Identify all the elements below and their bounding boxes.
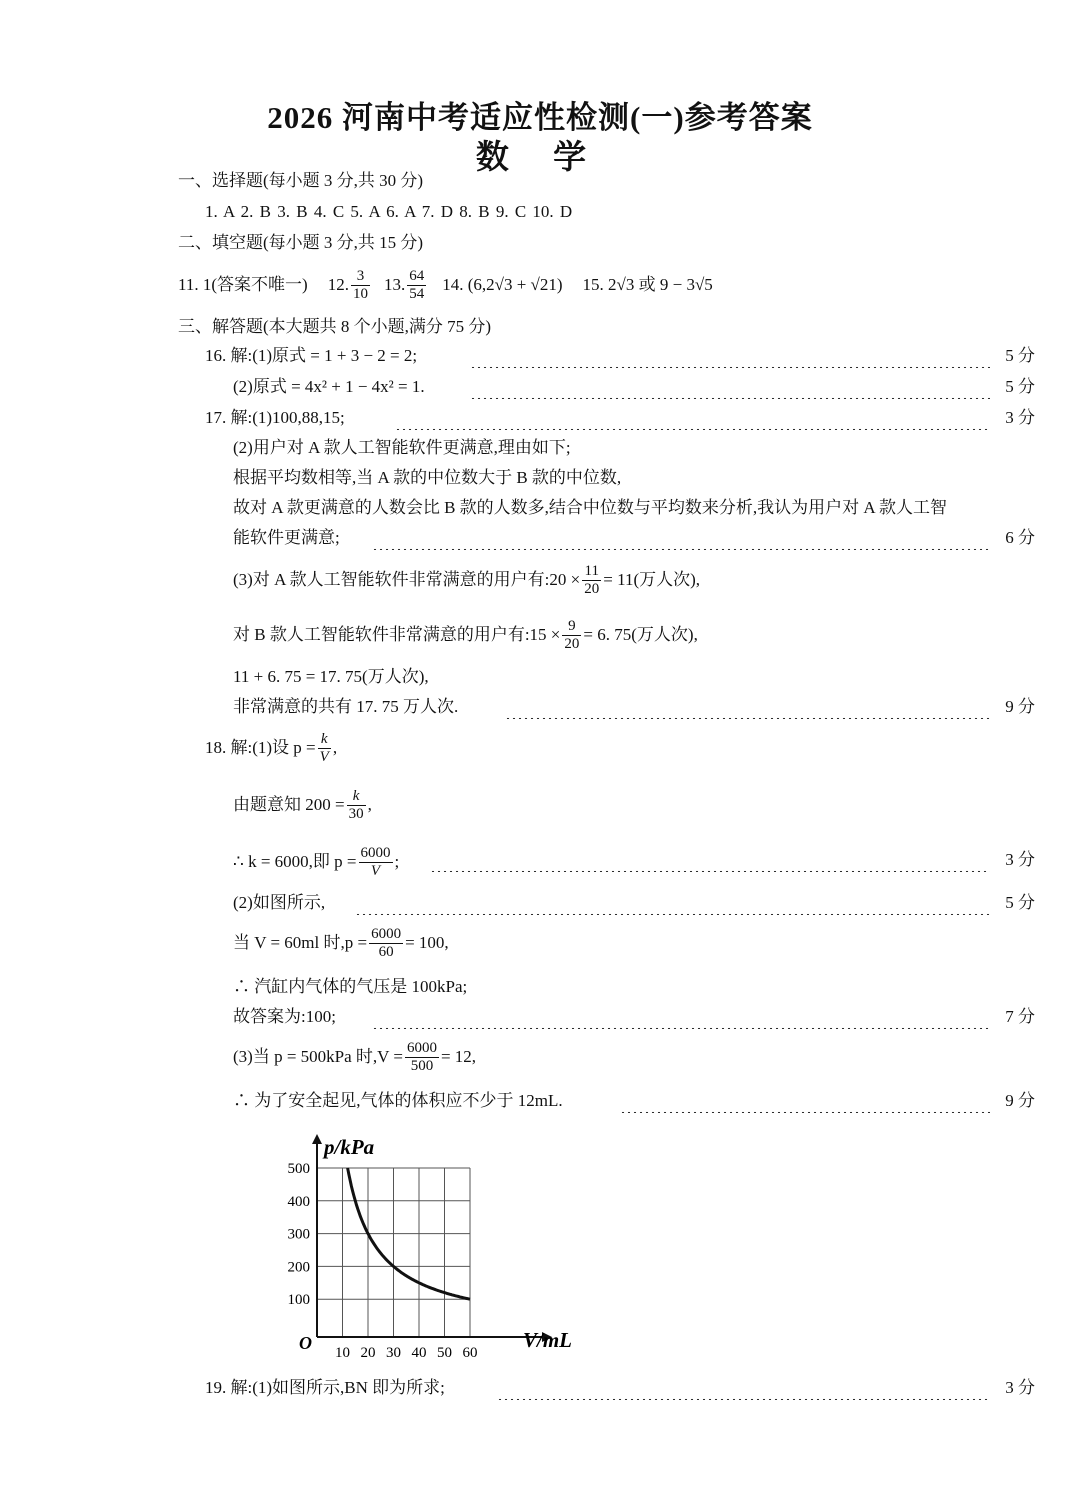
x-tick-label: 50 — [437, 1345, 452, 1358]
q18-part1-line3-pre: ∴ k = 6000,即 p = — [233, 852, 357, 871]
answer-12-label: 12. — [327, 275, 349, 294]
q17-part2-line2: 根据平均数相等,当 A 款的中位数大于 B 款的中位数, — [233, 468, 622, 487]
fraction-den: 20 — [564, 635, 580, 652]
leader-dots — [372, 1005, 990, 1029]
q17-part3-fraction-b — [562, 618, 581, 653]
y-tick-label: 100 — [287, 1292, 310, 1309]
var-k: k — [352, 787, 360, 804]
answer-12-num: 3 — [351, 268, 370, 286]
var-k: k — [320, 730, 328, 747]
chart-axes — [312, 1134, 552, 1342]
chart-grid — [317, 1168, 470, 1337]
q17-part3-row4 — [0, 695, 1080, 719]
section1-answers: 1. A 2. B 3. B 4. C 5. A 6. A 7. D 8. B 9. C 10. D — [205, 202, 573, 221]
fraction-den — [359, 863, 393, 880]
q18-part2-line1: (2)如图所示, — [233, 893, 326, 912]
pressure-volume-graph — [280, 1128, 600, 1358]
score: 5 分 — [1005, 346, 1035, 365]
q17-part2-line3: 故对 A 款更满意的人数会比 B 款的人数多,结合中位数与平均数来分析,我认为用户对 A 款人工智 — [233, 498, 948, 517]
q18-part2-row4 — [0, 1005, 1080, 1029]
q18-part1-line2-post: , — [367, 795, 372, 814]
section2-answers — [178, 263, 713, 307]
q17-part2-line1: (2)用户对 A 款人工智能软件更满意,理由如下; — [233, 438, 571, 457]
answer-13-num: 64 — [409, 267, 425, 284]
leader-dots — [470, 344, 990, 368]
leader-dots — [372, 526, 990, 550]
q17-part3-fraction-a — [582, 563, 601, 598]
x-tick-label: 10 — [335, 1345, 350, 1358]
y-tick-label: 400 — [287, 1193, 310, 1210]
q18-part1-line2 — [233, 785, 372, 825]
x-tick-label: 20 — [360, 1345, 376, 1358]
answer-14: 14. (6,2√3 + √21) — [442, 275, 563, 294]
q17-part3-line1-post: = 11(万人次), — [603, 570, 701, 589]
y-axis-arrow — [312, 1134, 322, 1144]
fraction-num — [318, 731, 331, 749]
q18-fraction-k-over-30 — [347, 788, 366, 823]
q18-part2-line4: 故答案为:100; — [233, 1007, 336, 1026]
q16-part2: (2)原式 = 4x² + 1 − 4x² = 1. — [233, 377, 425, 396]
q19-part1: 19. 解:(1)如图所示,BN 即为所求; — [205, 1378, 445, 1397]
y-tick-label: 300 — [287, 1226, 310, 1243]
q18-part3-line2: ∴ 为了安全起见,气体的体积应不少于 12mL. — [233, 1091, 563, 1110]
section1-heading: 一、选择题(每小题 3 分,共 30 分) — [178, 171, 424, 190]
q17-part1-row — [0, 406, 1080, 430]
q17-part3-line1 — [233, 560, 700, 600]
q18-part3-line1-post: = 12, — [440, 1047, 477, 1066]
q18-part2-row1 — [0, 891, 1080, 915]
leader-dots — [430, 848, 990, 872]
q18-fraction-6000-over-v — [359, 845, 393, 880]
q19-part1-row — [0, 1376, 1080, 1400]
q18-part3-row2 — [0, 1089, 1080, 1113]
page-title: 2026 河南中考适应性检测(一)参考答案 — [267, 100, 813, 135]
y-tick-label: 500 — [287, 1161, 310, 1177]
origin-label: O — [299, 1333, 312, 1353]
score: 9 分 — [1005, 697, 1035, 716]
q17-part1: 17. 解:(1)100,88,15; — [205, 408, 345, 427]
q18-fraction-6000-over-60 — [369, 926, 403, 961]
q17-part3-line2-post: = 6. 75(万人次), — [583, 625, 698, 644]
q17-part3-line2-pre: 对 B 款人工智能软件非常满意的用户有:15 × — [233, 625, 561, 644]
fraction-num: 6000 — [360, 844, 391, 861]
score: 3 分 — [1005, 850, 1035, 869]
score: 6 分 — [1005, 528, 1035, 547]
leader-dots — [395, 406, 990, 430]
q18-part1-line1 — [205, 728, 337, 768]
q18-part2-line2-pre: 当 V = 60ml 时,p = — [233, 933, 368, 952]
x-tick-label: 40 — [411, 1345, 427, 1358]
score: 3 分 — [1005, 408, 1035, 427]
answer-13-fraction — [407, 268, 426, 303]
leader-dots — [355, 891, 990, 915]
y-axis-label: p/kPa — [324, 1135, 375, 1159]
q18-part1-row3 — [0, 844, 1080, 879]
q17-part3-line4: 非常满意的共有 17. 75 万人次. — [233, 697, 459, 716]
subject-title: 数 学 — [475, 140, 605, 176]
fraction-num — [347, 788, 366, 806]
q18-part2-line2-post: = 100, — [405, 933, 449, 952]
var-v: V — [370, 862, 381, 879]
q18-fraction-k-over-v — [318, 731, 331, 766]
fraction-num: 6000 — [371, 925, 402, 942]
q17-part3-line2 — [233, 615, 698, 655]
leader-dots — [620, 1089, 990, 1113]
x-tick-label: 60 — [462, 1345, 478, 1358]
q16-part1-row — [0, 344, 1080, 368]
x-axis-label: V/mL — [523, 1328, 573, 1352]
fraction-num: 11 — [582, 563, 601, 581]
q18-part1-line1-pre: 18. 解:(1)设 p = — [205, 738, 316, 757]
fraction-den — [318, 749, 331, 766]
answer-13-label: 13. — [383, 275, 406, 294]
q18-part3-line1-pre: (3)当 p = 500kPa 时,V = — [233, 1047, 403, 1066]
fraction-den: 20 — [584, 580, 600, 597]
score: 5 分 — [1005, 377, 1035, 396]
q18-part2-line3: ∴ 汽缸内气体的气压是 100kPa; — [233, 977, 468, 996]
answer-15: 15. 2√3 或 9 − 3√5 — [582, 275, 713, 294]
section2-heading: 二、填空题(每小题 3 分,共 15 分) — [178, 233, 424, 252]
q17-part2-line4: 能软件更满意; — [233, 528, 340, 547]
x-tick-label: 30 — [386, 1345, 401, 1358]
q18-part3-line1 — [233, 1037, 476, 1077]
leader-dots — [505, 695, 990, 719]
q17-part3-line3: 11 + 6. 75 = 17. 75(万人次), — [233, 667, 429, 686]
score: 7 分 — [1005, 1007, 1035, 1026]
q18-part1-line2-pre: 由题意知 200 = — [233, 795, 345, 814]
leader-dots — [470, 375, 990, 399]
q17-part2-row4 — [0, 526, 1080, 550]
leader-dots — [497, 1376, 990, 1400]
y-tick-label: 200 — [287, 1259, 310, 1276]
q18-part1-line3 — [233, 842, 399, 882]
q16-part1: 16. 解:(1)原式 = 1 + 3 − 2 = 2; — [205, 346, 418, 365]
q18-fraction-6000-over-500 — [405, 1040, 439, 1075]
section3-heading: 三、解答题(本大题共 8 个小题,满分 75 分) — [178, 317, 492, 336]
score: 9 分 — [1005, 1091, 1035, 1110]
fraction-den: 500 — [410, 1057, 434, 1074]
fraction-num: 9 — [562, 618, 581, 636]
var-v: V — [319, 748, 329, 765]
q17-part3-line1-pre: (3)对 A 款人工智能软件非常满意的用户有:20 × — [233, 570, 581, 589]
answer-13-den: 54 — [409, 285, 425, 302]
answer-11: 11. 1(答案不唯一) — [178, 275, 308, 294]
q18-part1-line1-post: , — [332, 738, 338, 757]
fraction-den: 30 — [348, 805, 364, 822]
score: 5 分 — [1005, 893, 1035, 912]
q16-part2-row — [0, 375, 1080, 399]
fraction-den: 60 — [378, 943, 394, 960]
fraction-num: 6000 — [406, 1039, 437, 1056]
answer-12-den: 10 — [352, 285, 368, 302]
score: 3 分 — [1005, 1378, 1035, 1397]
q18-part2-line2 — [233, 923, 449, 963]
q18-part1-line3-post: ; — [394, 852, 400, 871]
answer-12-fraction — [351, 268, 370, 303]
